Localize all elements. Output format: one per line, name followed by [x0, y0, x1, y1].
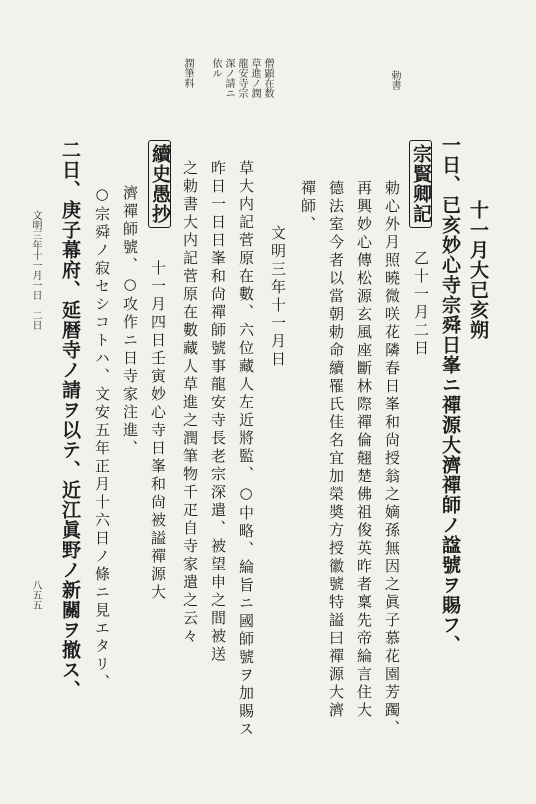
margin-note-7: 潤筆料: [182, 58, 193, 88]
text-line-6: 昨日一日日峯和尙禪師號事龍安寺長老宗深遣、被望申之間被送: [209, 160, 227, 664]
margin-note-5: 深ノ請ニ: [223, 58, 234, 98]
margin-note-1: 勅書: [389, 70, 400, 90]
page-number: 八五五: [30, 580, 41, 610]
text-line-2: 再興妙心傳松源玄風座斷林際禪倫翹楚佛祖俊英昨者稟先帝綸言住大: [355, 180, 373, 720]
entry-heading-day-2: 二日、庚子幕府、延暦寺ノ請ヲ以テ、近江眞野ノ新關ヲ撤ス、: [59, 140, 81, 700]
margin-note-4: 龍安寺宗: [236, 58, 247, 98]
text-line-10: ○宗舜ノ寂セシコトハ、文安五年正月十六日ノ條ニ見エタリ、: [93, 185, 111, 692]
text-line-3: 德法室今者以當朝勅命續罹氏佳名宜加榮奬方授徽號特謚曰禪源大濟: [327, 180, 345, 720]
source-label-2: 續史愚抄: [148, 140, 171, 228]
date-line: 文明三年十一月日: [269, 225, 287, 369]
margin-note-2: 僧顕在数: [262, 58, 273, 98]
entry-heading-day-1: 一日、已亥妙心寺宗舜日峯ニ禪源大濟禪師ノ諡號ヲ賜フ、: [439, 135, 461, 655]
text-line-1: 勅心外月照曉微咲花隣春日峯和尙授翁之嫡孫無因之眞子慕花園芳躅、: [383, 180, 401, 738]
text-line-5: 草大内記菅原在數、六位藏人左近將監、○中略、綸旨ニ國師號ヲ加賜ス: [237, 160, 255, 739]
text-line-4: 禪師、: [299, 180, 317, 234]
running-head: 文明三年十一月一日 二日: [30, 210, 41, 330]
text-line-9: 濟禪師號、○攻作ニ日寺家注進、: [121, 185, 139, 458]
margin-note-3: 草進ノ潤: [249, 58, 260, 98]
month-heading: 十一月大已亥朔: [467, 200, 489, 340]
source-date-1: 乙十一月二日: [412, 250, 430, 358]
text-line-8: 十一月四日壬寅妙心寺日峯和尙被謚禪源大: [149, 260, 167, 602]
margin-note-6: 依ル: [210, 58, 221, 78]
source-label-1: 宗賢卿記: [409, 140, 432, 228]
text-line-7: 之勅書大内記菅原在數藏人草進之潤筆物千疋自寺家遣之云々: [181, 160, 199, 646]
